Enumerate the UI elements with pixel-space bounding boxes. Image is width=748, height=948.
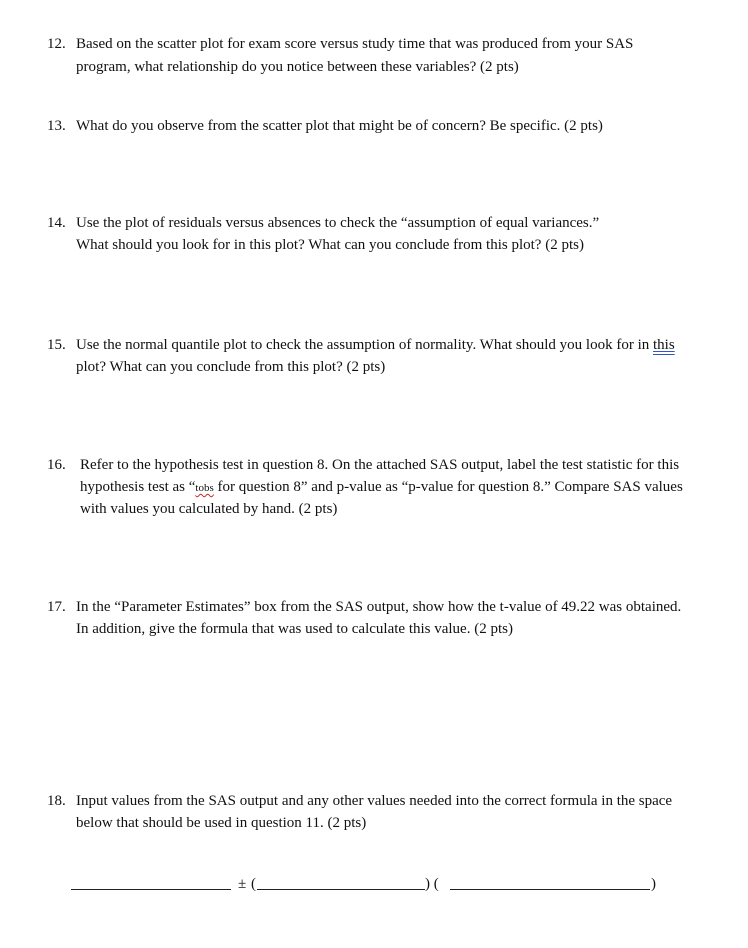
answer-blank-critical-value[interactable] [257,875,425,890]
question-text-main: Use the normal quantile plot to check the assumption of normality. What should you look for in [76,337,653,353]
question-text-line: Use the plot of residuals versus absences to check the “assumption of equal variances.” [76,215,600,231]
question-text-line: What should you look for in this plot? What can you conclude from this plot? (2 pts) [76,237,584,253]
question-number: 18. [47,793,66,809]
spellcheck-flagged-word: tobs [195,482,214,494]
plus-minus-symbol: ± [238,876,247,892]
answer-blank-estimate[interactable] [71,875,231,890]
question-text-line [80,478,683,497]
question-text-line [76,336,675,354]
paren-separator: ) ( [425,876,439,892]
question-number: 14. [47,215,66,231]
question-text-part: for question 8” and p-value as “p-value for question 8.” Compare SAS values [213,479,683,495]
question-text-line: Refer to the hypothesis test in question 8. On the attached SAS output, label the test statistic for this [80,457,680,473]
question-number: 12. [47,36,66,52]
question-text-line: program, what relationship do you notice between these variables? (2 pts) [76,59,519,75]
close-paren: ) [651,876,656,892]
question-number: 15. [47,337,66,353]
question-text-line: Based on the scatter plot for exam score versus study time that was produced from your SAS [76,36,634,52]
question-number: 13. [47,118,66,134]
question-text-line: Input values from the SAS output and any other values needed into the correct formula in the space [76,793,673,809]
question-text-line: with values you calculated by hand. (2 pts) [80,501,338,517]
question-text-line: plot? What can you conclude from this plot? (2 pts) [76,359,386,375]
spellcheck-word: this [652,337,675,353]
question-number: 17. [47,599,66,615]
question-text-line: below that should be used in question 11. (2 pts) [76,815,367,831]
open-paren: ( [251,876,256,892]
question-text-line: In the “Parameter Estimates” box from the SAS output, show how the t-value of 49.22 was obtained. [76,599,682,615]
question-text-line: In addition, give the formula that was used to calculate this value. (2 pts) [76,621,513,637]
answer-blank-standard-error[interactable] [450,875,650,890]
question-text-line: What do you observe from the scatter plot that might be of concern? Be specific. (2 pts) [76,118,603,134]
question-text-part: hypothesis test as “ [80,479,196,495]
question-number: 16. [47,457,66,473]
formula-template [0,875,748,895]
